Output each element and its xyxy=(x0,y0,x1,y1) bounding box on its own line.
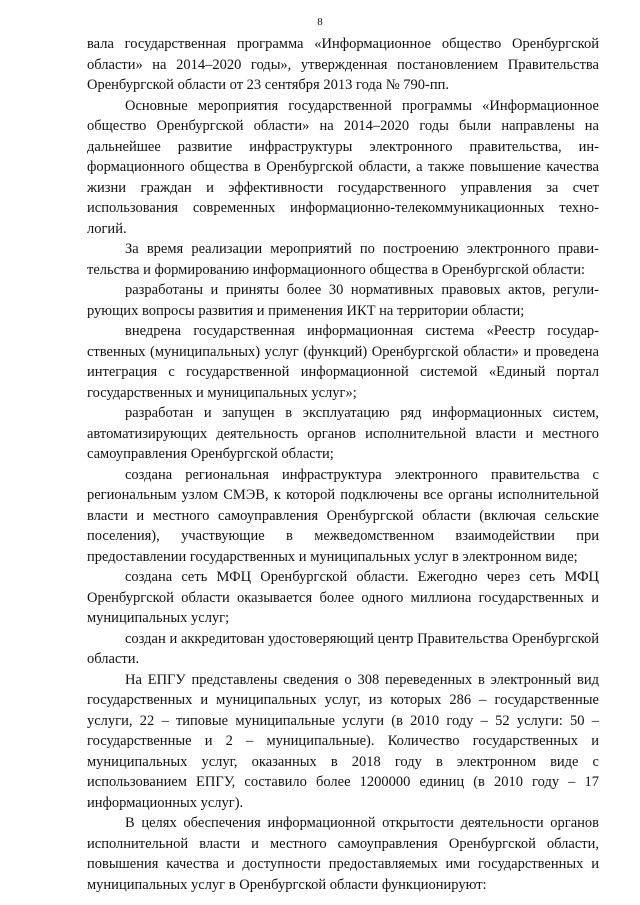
paragraph-epgu-statistics: На ЕПГУ представлены сведения о 308 переведенных в электронный вид государственных и муниципальных услуг, из которых 286 – государственные услуги, 22 – типовые муниципальные услуги (в 2010 году – 52 услуги: 50 – государственные и 2 – муниципальные). Количество государственных и муниципальных услуг, оказанных в 2018 году в электронном виде с использованием ЕПГУ, составило более 1200000 единиц (в 2010 году – 17 информационных услуг). xyxy=(87,671,599,811)
list-item-certification-center: создан и аккредитован удостоверяющий центр Правительства Оренбургской области. xyxy=(87,630,599,667)
list-item-information-systems: разработан и запущен в эксплуатацию ряд информационных систем, автоматизирующих деятельность органов исполнительной власти и местного самоуправления Оренбургской области; xyxy=(87,405,599,462)
list-item-mfc-network: создана сеть МФЦ Оренбургской области. Ежегодно через сеть МФЦ Оренбургской области оказывается более одного миллиона государственных и муниципальных услуг; xyxy=(87,569,599,626)
paragraph-implementation-intro: За время реализации мероприятий по построению электронного правительства и формированию информационного общества в Оренбургской области: xyxy=(87,241,599,278)
list-item-services-registry: внедрена государственная информационная система «Реестр государственных (муниципальных) услуг (функций) Оренбургской области» и проведена интеграция с государственной информационной системой «Единый портал государственных и муниципальных услуг»; xyxy=(87,323,599,401)
paragraph-information-openness: В целях обеспечения информационной открытости деятельности органов исполнительной власти и местного самоуправления Оренбургской области, повышения качества и доступности предоставляемых ими государственных и муниципальных услуг в Оренбургской области функционируют: xyxy=(87,815,599,893)
list-item-egov-infrastructure: создана региональная инфраструктура электронного правительства с региональным узлом СМЭВ, к которой подключены все органы исполнительной власти и местного самоуправления Оренбургской области (включая сельские поселения), участвующие в межведомственном взаимодействии при предоставлении государственных и муниципальных услуг в электронном виде; xyxy=(87,466,599,565)
document-body xyxy=(87,34,599,895)
paragraph-main-activities: Основные мероприятия государственной программы «Информационное общество Оренбургской области» на 2014–2020 годы были направлены на дальнейшее развитие инфраструктуры электронного правительства, информационного общества в Оренбургской области, а также повышение качества жизни граждан и эффективности государственного управления за счет использования современных информационно-телекоммуникационных технологий. xyxy=(87,97,599,237)
paragraph-program-continuation: вала государственная программа «Информационное общество Оренбургской области» на 2014–2020 годы», утвержденная постановлением Правительства Оренбургской области от 23 сентября 2013 года № 790-пп. xyxy=(87,36,599,93)
list-item-legal-acts: разработаны и приняты более 30 нормативных правовых актов, регулирующих вопросы развития и применения ИКТ на территории области; xyxy=(87,282,599,319)
page-number: 8 xyxy=(317,16,323,28)
